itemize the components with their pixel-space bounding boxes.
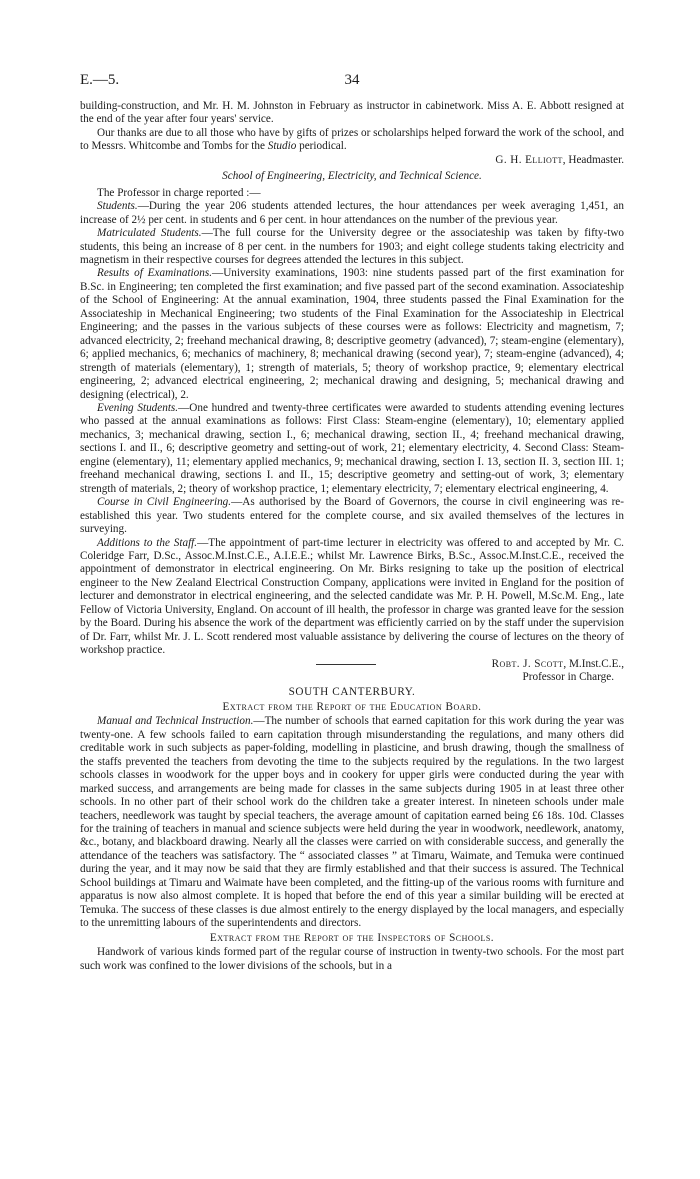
paragraph-results [80,267,624,402]
professor-credentials: , M.Inst.C.E., [563,657,624,670]
subhead-civil: Course in Civil Engineering. [97,496,232,509]
paragraph-staff-additions [80,537,624,658]
professor-name: Robt. J. Scott [491,657,564,670]
section-title-engineering: School of Engineering, Electricity, and Technical Science. [222,170,482,183]
extract-title-inspectors: Extract from the Report of the Inspectors of Schools. [209,931,495,944]
paragraph-evening [80,402,624,496]
thanks-periodical-name: Studio [267,140,297,153]
signature-headmaster [80,154,624,167]
subhead-students: Students. [97,200,138,213]
page-number: 34 [344,72,360,88]
subhead-results: Results of Examinations. [97,267,213,280]
manual-text: —The number of schools that earned capitation for this work during the year was twenty-one. A few schools failed to earn capitation through misunderstanding the regulations, and many others did creditable work in such subjects as paper-folding, modelling in plasticine, and brush drawing, though the smallness of the staffs prevented the teachers from devoting the time to the subjects required by the regulations. In the two largest schools classes in woodwork for the upper boys and in cookery for upper girls were conducted during the year with marked success, and arrangements are being made for classes in the same subjects during 1905 in at least three other schools. In no other part of their school work do the children take a greater interest. In nineteen schools under male teachers, needlework was taught by special teachers, the average amount of capitation earned being £6 18s. 10d. Classes for the training of teachers in manual and science subjects were held during the year in woodwork, needlework, anatomy, &c., botany, and blackboard drawing. Nearly all the classes were carried on with considerable success, and generally the attendance of the teachers was satisfactory. The “ associated classes ” at Timaru, Waimate, and Temuka were continued during the year, and it may now be said that they are firmly established and that their success is assured. The Technical School buildings at Timaru and Waimate have been completed, and the fitting-up of the various rooms with furniture and apparatus is now also almost complete. It is hoped that before the end of this year a similar building will be erected at Temuka. The success of these classes is due almost entirely to the energy displayed by the local managers, and especially to the unremitting labours of the superintendents and directors. [80,715,624,930]
paragraph-staff-changes: building-construction, and Mr. H. M. Johnston in February as instructor in cabinetwork. Miss A. E. Abbott resigned at the end of the year after four years' service. [80,100,624,126]
paragraph-matriculated [80,227,624,267]
extract-title-education-board: Extract from the Report of the Education Board. [222,700,482,713]
signature-name: G. H. Elliott [495,153,563,166]
staff-text: —The appointment of part-time lecturer in electricity was offered to and accepted by Mr. C. Coleridge Farr, D.Sc., Assoc.M.Inst.C.E., A.I.E.E.; whilst Mr. Lawrence Birks, B.Sc., Assoc.M.Inst.C.E., received the appointment of demonstrator in electrical engineering. On Mr. Birks resigning to take up the position of electrical engineer to the New Zealand Electrical Construction Company, applications were invited in England for the position of lecturer and demonstrator in electrical engineering, and the selected candidate was Mr. P. H. Powell, M.Sc.M. Eng., late Fellow of Victoria University, England. On account of ill health, the professor in charge was granted leave for the session by the Board. During his absence the work of the department was efficiently carried on by the staff under the supervision of Dr. Farr, whilst Mr. J. L. Scott rendered most valuable assistance by delivering the course of lectures on the theory of workshop practice. [80,536,624,657]
paragraph-handwork: Handwork of various kinds formed part of the regular course of instruction in twenty-two schools. For the most part such work was confined to the lower divisions of the schools, but in a [80,946,624,972]
paragraph-students [80,200,624,227]
paragraph-manual-instruction [80,715,624,930]
paragraph-civil [80,496,624,536]
signature-professor-role: Professor in Charge. [522,671,614,684]
evening-text: —One hundred and twenty-three certificates were awarded to students attending evening lectures who passed at the annual examinations as follows: First Class: Steam-engine (elementary), 10; elementary applied mechanics, 3; mechanical drawing, section I., 6; mechanical drawing, section II., 4; freehand mechanical drawing, sections I. and II., 6; descriptive geometry and setting-out of work, 21; elementary electricity, 4. Second Class: Steam-engine (elementary), 11; elementary applied mechanics, 9; mechanical drawing, section I. 13, section II. 3, section III. 1; freehand mechanical drawing, sections I. and II., 15; descriptive geometry and setting-out of work, 3; elementary strength of materials, 2; theory of workshop practice, 1; elementary electricity, 7; elementary electrical engineering, 4. [80,401,624,495]
report-reference: E.—5. [80,72,120,88]
paragraph-intro: The Professor in charge reported :— [97,186,261,199]
subhead-manual: Manual and Technical Instruction. [97,715,254,728]
matriculated-text: —The full course for the University degree or the associateship was taken by fifty-two students, this being an increase of 8 per cent. in the numbers for 1903; and eight college students taking electricity and magnetism in their respective courses for degrees attended the lectures in this subject. [80,227,625,266]
signature-role: , Headmaster. [562,153,624,166]
paragraph-thanks [80,127,624,154]
thanks-text: Our thanks are due to all those who have by gifts of prizes or scholarships helped forward the work of the school, and to Messrs. Whitcombe and Tombs for the [80,126,624,153]
page-header [80,74,624,100]
subhead-staff: Additions to the Staff. [97,536,198,549]
signature-professor-name [492,658,624,671]
signature-professor [80,658,624,671]
divider-rule [316,664,376,665]
results-text: —University examinations, 1903: nine students passed part of the first examination for B.Sc. in Engineering; ten completed the first examination; and five passed part of the second examination. Associateship of the School of Engineering: At the annual examination, 1904, three students passed the Final Examination for the Associateship in Mechanical Engineering; two students of the Final Examination for the Associateship in Electrical Engineering; and the passes in the various subjects of these courses were as follows: Electricity and magnetism, 7; advanced electricity, 2; freehand mechanical drawing, 8; descriptive geometry (advanced), 7; steam-engine (elementary), 6; applied mechanics, 6; mechanics of machinery, 8; mechanical drawing (second year), 7; steam-engine (advanced), 4; strength of materials (elementary), 1; strength of materials, 5; theory of workshop practice, 9; elementary electrical engineering, 2; advanced electrical engineering, 2; mechanical drawing and designing, 5; mechanical drawing and designing (electrical), 2. [80,267,625,401]
section-title-south-canterbury: SOUTH CANTERBURY. [288,686,416,699]
students-text: —During the year 206 students attended lectures, the hour attendances per week averaging 1,451, an increase of 2½ per cent. in students and 6 per cent. in hour attendances on the number of the previous year. [80,200,624,226]
subhead-matriculated: Matriculated Students. [97,227,202,240]
civil-text: —As authorised by the Board of Governors, the course in civil engineering was re-established this year. Two students entered for the complete course, and six availed themselves of the lectures in surveying. [80,496,624,536]
thanks-text-end: periodical. [296,140,347,153]
subhead-evening: Evening Students. [97,401,179,414]
